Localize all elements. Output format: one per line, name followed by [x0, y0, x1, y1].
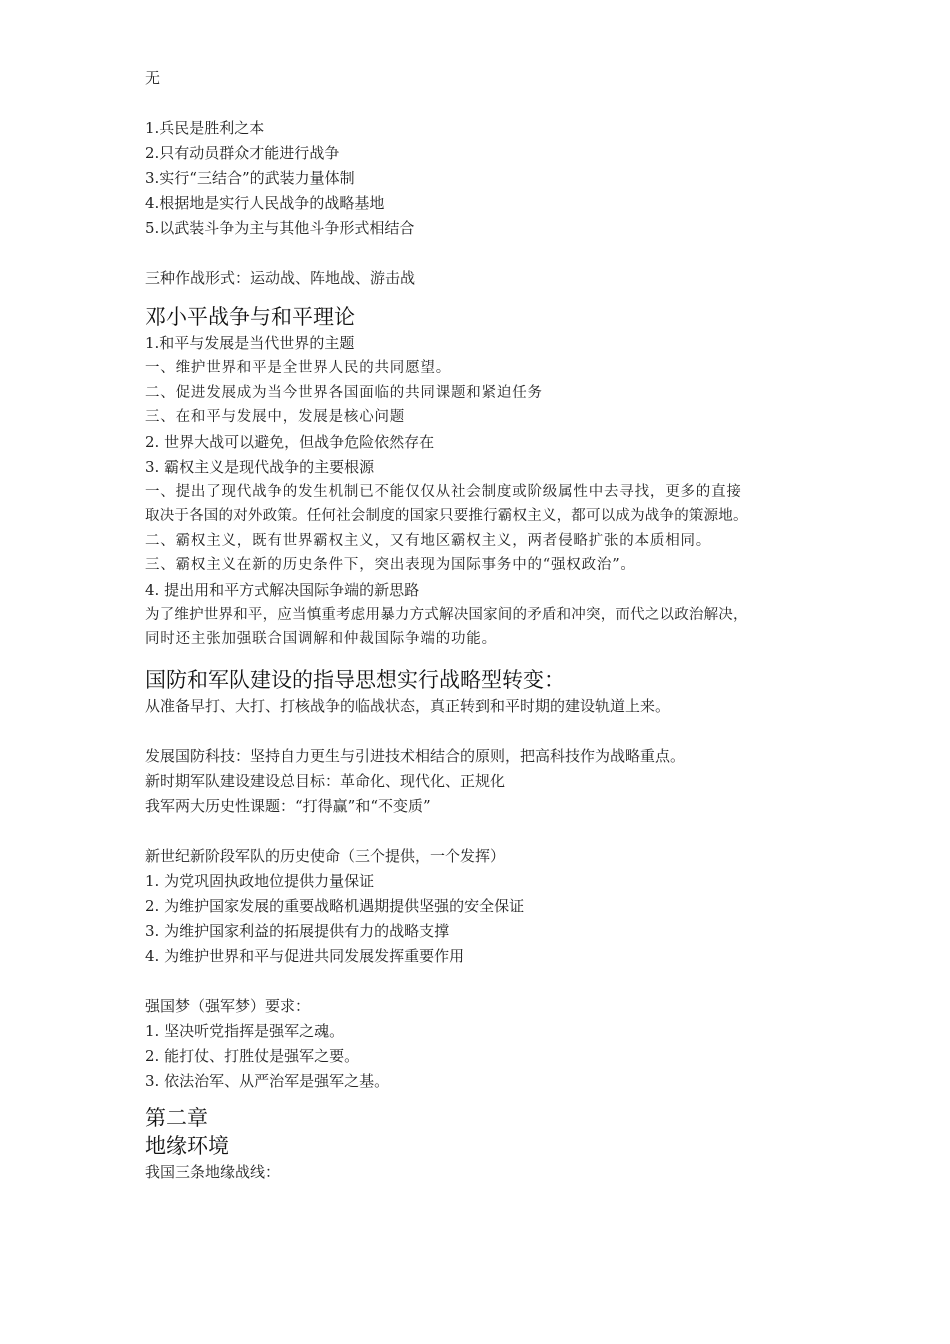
deng-point: 1.和平与发展是当代世界的主题 — [145, 334, 355, 352]
blank-line — [145, 819, 845, 844]
blank-line — [145, 719, 845, 744]
people-war-item: 3.实行“三结合”的武装力量体制 — [145, 169, 355, 187]
dream-item: 2. 能打仗、打胜仗是强军之要。 — [145, 1046, 360, 1065]
deng-subpoint: 取决于各国的对外政策。任何社会制度的国家只要推行霸权主义，都可以成为战争的策源地。 — [145, 508, 748, 524]
dream-item: 3. 依法治军、从严治军是强军之基。 — [145, 1071, 390, 1090]
blank-line — [145, 241, 845, 266]
deng-subpoint: 二、霸权主义，既有世界霸权主义，又有地区霸权主义，两者侵略扩张的本质相同。 — [145, 532, 712, 549]
defense-topics: 我军两大历史性课题：“打得赢”和“不变质” — [145, 796, 431, 815]
section-title-deng: 邓小平战争与和平理论 — [145, 305, 355, 329]
document-page — [145, 66, 845, 1185]
deng-point: 4. 提出用和平方式解决国际争端的新思路 — [145, 580, 420, 599]
defense-tech: 发展国防科技：坚持自力更生与引进技术相结合的原则，把高科技作为战略重点。 — [145, 746, 686, 765]
deng-point: 2. 世界大战可以避免，但战争危险依然存在 — [145, 432, 435, 451]
mission-item: 2. 为维护国家发展的重要战略机遇期提供坚强的安全保证 — [145, 896, 525, 915]
blank-line — [145, 969, 845, 994]
deng-subpoint: 三、在和平与发展中，发展是核心问题 — [145, 409, 406, 425]
deng-subpoint: 为了维护世界和平，应当慎重考虑用暴力方式解决国家间的矛盾和冲突，而代之以政治解决， — [145, 606, 748, 623]
section-title-defense: 国防和军队建设的指导思想实行战略型转变： — [145, 667, 565, 692]
people-war-item: 2.只有动员群众才能进行战争 — [145, 144, 340, 162]
chapter-subtitle: 地缘环境 — [145, 1133, 229, 1158]
chapter-title: 第二章 — [145, 1105, 208, 1130]
mission-item: 4. 为维护世界和平与促进共同发展发挥重要作用 — [145, 946, 465, 965]
defense-line: 从准备早打、大打、打核战争的临战状态，真正转到和平时期的建设轨道上来。 — [145, 696, 671, 715]
deng-subpoint: 二、促进发展成为当今世界各国面临的共同课题和紧迫任务 — [145, 384, 543, 401]
deng-subpoint: 一、提出了现代战争的发生机制已不能仅仅从社会制度或阶级属性中去寻找，更多的直接 — [145, 483, 742, 500]
defense-goal: 新时期军队建设建设总目标：革命化、现代化、正规化 — [145, 771, 506, 790]
people-war-item: 5.以武装斗争为主与其他斗争形式相结合 — [145, 219, 415, 237]
people-war-item: 1.兵民是胜利之本 — [145, 119, 265, 137]
people-war-item: 4.根据地是实行人民战争的战略基地 — [145, 194, 385, 212]
mission-title: 新世纪新阶段军队的历史使命（三个提供，一个发挥） — [145, 846, 506, 865]
combat-forms: 三种作战形式：运动战、阵地战、游击战 — [145, 269, 416, 287]
mission-item: 3. 为维护国家利益的拓展提供有力的战略支撑 — [145, 921, 450, 940]
deng-subpoint: 同时还主张加强联合国调解和仲裁国际争端的功能。 — [145, 631, 497, 647]
mission-item: 1. 为党巩固执政地位提供力量保证 — [145, 871, 375, 890]
intro-none: 无 — [145, 69, 161, 87]
dream-title: 强国梦（强军梦）要求： — [145, 996, 311, 1015]
chapter-line: 我国三条地缘战线： — [145, 1162, 281, 1181]
dream-item: 1. 坚决听党指挥是强军之魂。 — [145, 1021, 345, 1040]
deng-point: 3. 霸权主义是现代战争的主要根源 — [145, 457, 375, 476]
deng-subpoint: 一、维护世界和平是全世界人民的共同愿望。 — [145, 360, 451, 376]
blank-line — [145, 91, 845, 116]
deng-subpoint: 三、霸权主义在新的历史条件下，突出表现为国际事务中的“强权政治”。 — [145, 557, 636, 573]
